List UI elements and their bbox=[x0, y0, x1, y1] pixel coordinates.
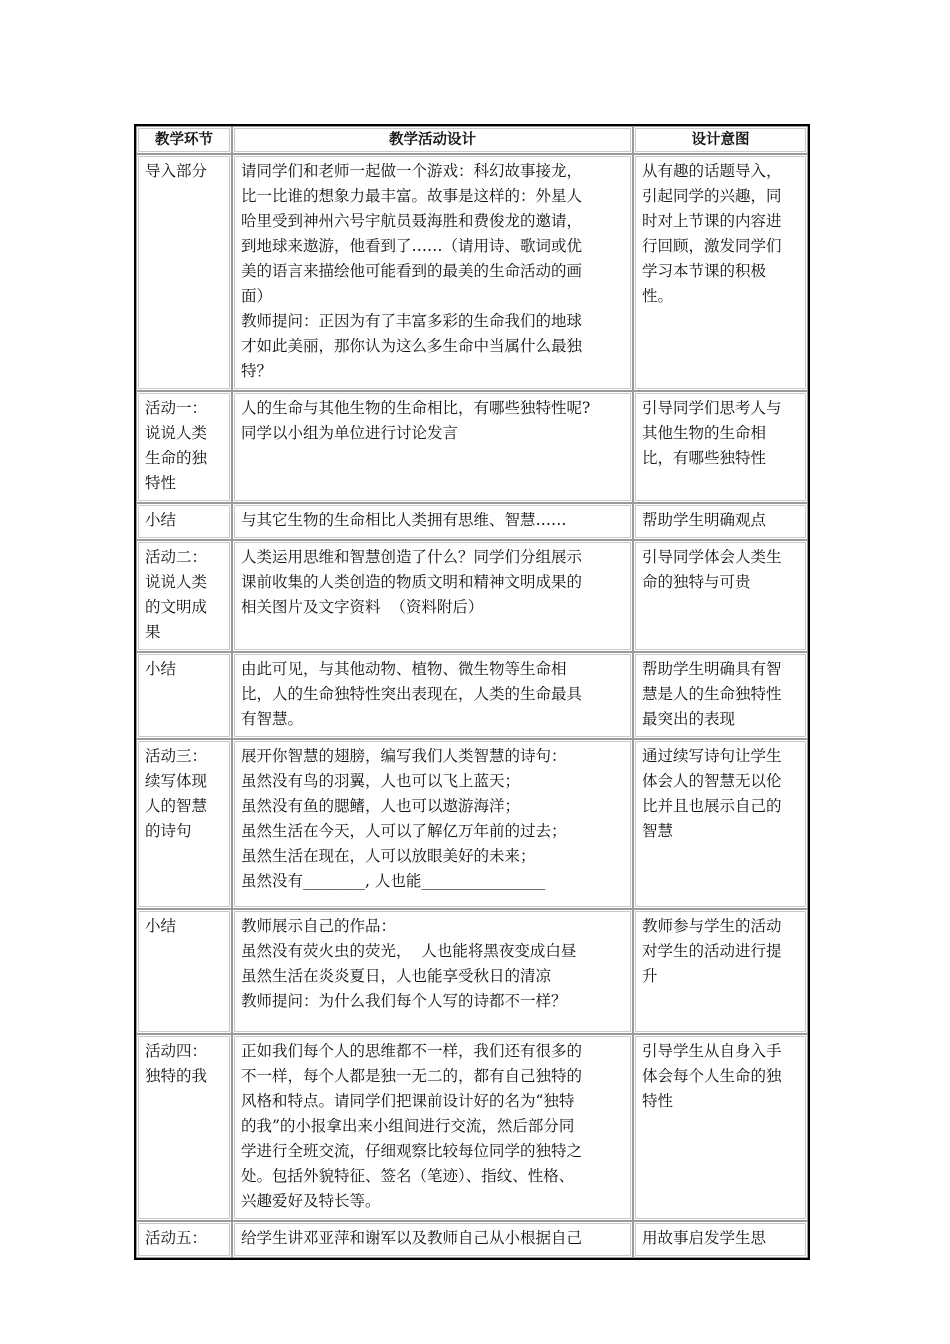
intent-text-line: 引导同学体会人类生 bbox=[642, 548, 782, 566]
intent-cell bbox=[633, 1034, 808, 1221]
intent-text-line: 帮助学生明确具有智 bbox=[642, 660, 782, 678]
stage-cell bbox=[136, 391, 232, 503]
activity-cell bbox=[232, 540, 633, 652]
intent-cell bbox=[633, 652, 808, 739]
header-intent: 设计意图 bbox=[633, 126, 808, 154]
activity-text-line: 兴趣爱好及特长等。 bbox=[241, 1192, 381, 1210]
intent-cell bbox=[633, 739, 808, 909]
intent-text-line: 智慧 bbox=[642, 822, 674, 840]
stage-cell bbox=[136, 739, 232, 909]
activity-cell bbox=[232, 503, 633, 540]
activity-text-line: 请同学们和老师一起做一个游戏：科幻故事接龙， bbox=[241, 162, 583, 180]
activity-text-line: 同学以小组为单位进行讨论发言 bbox=[241, 424, 459, 442]
intent-text-line: 引导学生从自身入手 bbox=[642, 1042, 782, 1060]
stage-text-line: 独特的我 bbox=[145, 1067, 208, 1085]
activity-text-line: 有智慧。 bbox=[241, 710, 304, 728]
activity-text-line: 虽然没有鸟的羽翼，人也可以飞上蓝天； bbox=[241, 772, 521, 790]
activity-cell bbox=[232, 154, 633, 391]
intent-text-line: 帮助学生明确观点 bbox=[642, 511, 767, 529]
table-row bbox=[136, 1034, 808, 1221]
intent-text-line: 特性 bbox=[642, 1092, 674, 1110]
stage-cell bbox=[136, 503, 232, 540]
stage-text-line: 特性 bbox=[145, 474, 177, 492]
intent-text-line: 对学生的活动进行提 bbox=[642, 942, 782, 960]
stage-text-line: 活动三： bbox=[145, 747, 208, 765]
stage-text-line: 小结 bbox=[145, 511, 177, 529]
stage-cell bbox=[136, 540, 232, 652]
table-row bbox=[136, 540, 808, 652]
stage-text-line: 小结 bbox=[145, 660, 177, 678]
intent-cell bbox=[633, 391, 808, 503]
activity-text-line: 给学生讲邓亚萍和谢军以及教师自己从小根据自己 bbox=[241, 1229, 583, 1247]
table-header-row bbox=[136, 126, 808, 154]
intent-cell bbox=[633, 909, 808, 1034]
intent-text-line: 时对上节课的内容进 bbox=[642, 212, 782, 230]
activity-text-line: 学进行全班交流，仔细观察比较每位同学的独特之 bbox=[241, 1142, 583, 1160]
stage-text-line: 人的智慧 bbox=[145, 797, 208, 815]
intent-text-line: 通过续写诗句让学生 bbox=[642, 747, 782, 765]
intent-cell bbox=[633, 503, 808, 540]
intent-text-line: 学习本节课的积极 bbox=[642, 262, 767, 280]
activity-text-line: 正如我们每个人的思维都不一样，我们还有很多的 bbox=[241, 1042, 583, 1060]
activity-cell bbox=[232, 739, 633, 909]
activity-text-line: 人的生命与其他生物的生命相比，有哪些独特性呢? bbox=[241, 399, 591, 417]
activity-text-line: 虽然生活在现在，人可以放眼美好的未来； bbox=[241, 847, 536, 865]
activity-text-line: 特？ bbox=[241, 362, 273, 380]
activity-cell bbox=[232, 909, 633, 1034]
stage-text-line: 导入部分 bbox=[145, 162, 208, 180]
activity-text-line: 的我”的小报拿出来小组间进行交流，然后部分同 bbox=[241, 1117, 575, 1135]
activity-cell bbox=[232, 652, 633, 739]
header-activity: 教学活动设计 bbox=[232, 126, 633, 154]
activity-text-line: 相关图片及文字资料 （资料附后） bbox=[241, 598, 484, 616]
stage-text-line: 的诗句 bbox=[145, 822, 192, 840]
table-row bbox=[136, 909, 808, 1034]
table-row bbox=[136, 739, 808, 909]
intent-cell bbox=[633, 540, 808, 652]
activity-text-line: 美的语言来描绘他可能看到的最美的生命活动的画 bbox=[241, 262, 583, 280]
intent-text-line: 行回顾，激发同学们 bbox=[642, 237, 782, 255]
stage-text-line: 说说人类 bbox=[145, 424, 208, 442]
stage-text-line: 活动一： bbox=[145, 399, 208, 417]
intent-text-line: 引导同学们思考人与 bbox=[642, 399, 782, 417]
activity-text-line: 教师展示自己的作品： bbox=[241, 917, 397, 935]
activity-text-line: 才如此美丽，那你认为这么多生命中当属什么最独 bbox=[241, 337, 583, 355]
intent-cell bbox=[633, 1221, 808, 1258]
table-row bbox=[136, 391, 808, 503]
activity-text-line: 虽然没有________, 人也能________________ bbox=[241, 872, 546, 890]
intent-text-line: 最突出的表现 bbox=[642, 710, 736, 728]
intent-text-line: 用故事启发学生思 bbox=[642, 1229, 767, 1247]
intent-cell bbox=[633, 154, 808, 391]
activity-text-line: 比，人的生命独特性突出表现在，人类的生命最具 bbox=[241, 685, 583, 703]
header-stage: 教学环节 bbox=[136, 126, 232, 154]
activity-text-line: 到地球来遨游，他看到了……（请用诗、歌词或优 bbox=[241, 237, 583, 255]
stage-text-line: 说说人类 bbox=[145, 573, 208, 591]
stage-text-line: 生命的独 bbox=[145, 449, 208, 467]
stage-cell bbox=[136, 652, 232, 739]
activity-text-line: 虽然没有荧火虫的荧光， 人也能将黑夜变成白昼 bbox=[241, 942, 577, 960]
stage-text-line: 活动五： bbox=[145, 1229, 208, 1247]
activity-text-line: 虽然生活在今天，人可以了解亿万年前的过去； bbox=[241, 822, 567, 840]
table-row bbox=[136, 1221, 808, 1258]
activity-text-line: 处。包括外貌特征、签名（笔迹）、指纹、性格、 bbox=[241, 1167, 575, 1185]
table-row bbox=[136, 154, 808, 391]
table-row bbox=[136, 503, 808, 540]
intent-text-line: 慧是人的生命独特性 bbox=[642, 685, 782, 703]
intent-text-line: 体会人的智慧无以伦 bbox=[642, 772, 782, 790]
intent-text-line: 比并且也展示自己的 bbox=[642, 797, 782, 815]
activity-cell bbox=[232, 1221, 633, 1258]
activity-text-line: 课前收集的人类创造的物质文明和精神文明成果的 bbox=[241, 573, 583, 591]
stage-text-line: 活动四： bbox=[145, 1042, 208, 1060]
stage-text-line: 小结 bbox=[145, 917, 177, 935]
activity-text-line: 比一比谁的想象力最丰富。故事是这样的：外星人 bbox=[241, 187, 583, 205]
activity-text-line: 与其它生物的生命相比人类拥有思维、智慧…… bbox=[241, 511, 567, 529]
stage-text-line: 的文明成 bbox=[145, 598, 208, 616]
activity-text-line: 面） bbox=[241, 287, 273, 305]
intent-text-line: 引起同学的兴趣，同 bbox=[642, 187, 782, 205]
table-row bbox=[136, 652, 808, 739]
intent-text-line: 升 bbox=[642, 967, 658, 985]
stage-text-line: 果 bbox=[145, 623, 161, 641]
intent-text-line: 从有趣的话题导入， bbox=[642, 162, 782, 180]
intent-text-line: 体会每个人生命的独 bbox=[642, 1067, 782, 1085]
lesson-plan-table bbox=[134, 124, 810, 1260]
activity-text-line: 风格和特点。请同学们把课前设计好的名为“独特 bbox=[241, 1092, 575, 1110]
intent-text-line: 性。 bbox=[642, 287, 674, 305]
activity-cell bbox=[232, 1034, 633, 1221]
stage-cell bbox=[136, 1221, 232, 1258]
stage-text-line: 续写体现 bbox=[145, 772, 208, 790]
activity-text-line: 由此可见，与其他动物、植物、微生物等生命相 bbox=[241, 660, 567, 678]
intent-text-line: 命的独特与可贵 bbox=[642, 573, 751, 591]
stage-cell bbox=[136, 1034, 232, 1221]
stage-cell bbox=[136, 909, 232, 1034]
activity-text-line: 教师提问：为什么我们每个人写的诗都不一样？ bbox=[241, 992, 567, 1010]
activity-text-line: 虽然生活在炎炎夏日，人也能享受秋日的清凉 bbox=[241, 967, 552, 985]
activity-text-line: 不一样，每个人都是独一无二的，都有自己独特的 bbox=[241, 1067, 583, 1085]
intent-text-line: 比，有哪些独特性 bbox=[642, 449, 767, 467]
activity-cell bbox=[232, 391, 633, 503]
activity-text-line: 教师提问：正因为有了丰富多彩的生命我们的地球 bbox=[241, 312, 583, 330]
activity-text-line: 哈里受到神州六号宇航员聂海胜和费俊龙的邀请， bbox=[241, 212, 583, 230]
activity-text-line: 虽然没有鱼的腮鳍，人也可以遨游海洋； bbox=[241, 797, 521, 815]
intent-text-line: 其他生物的生命相 bbox=[642, 424, 767, 442]
intent-text-line: 教师参与学生的活动 bbox=[642, 917, 782, 935]
activity-text-line: 人类运用思维和智慧创造了什么？同学们分组展示 bbox=[241, 548, 583, 566]
stage-text-line: 活动二： bbox=[145, 548, 208, 566]
activity-text-line: 展开你智慧的翅膀，编写我们人类智慧的诗句： bbox=[241, 747, 567, 765]
stage-cell bbox=[136, 154, 232, 391]
